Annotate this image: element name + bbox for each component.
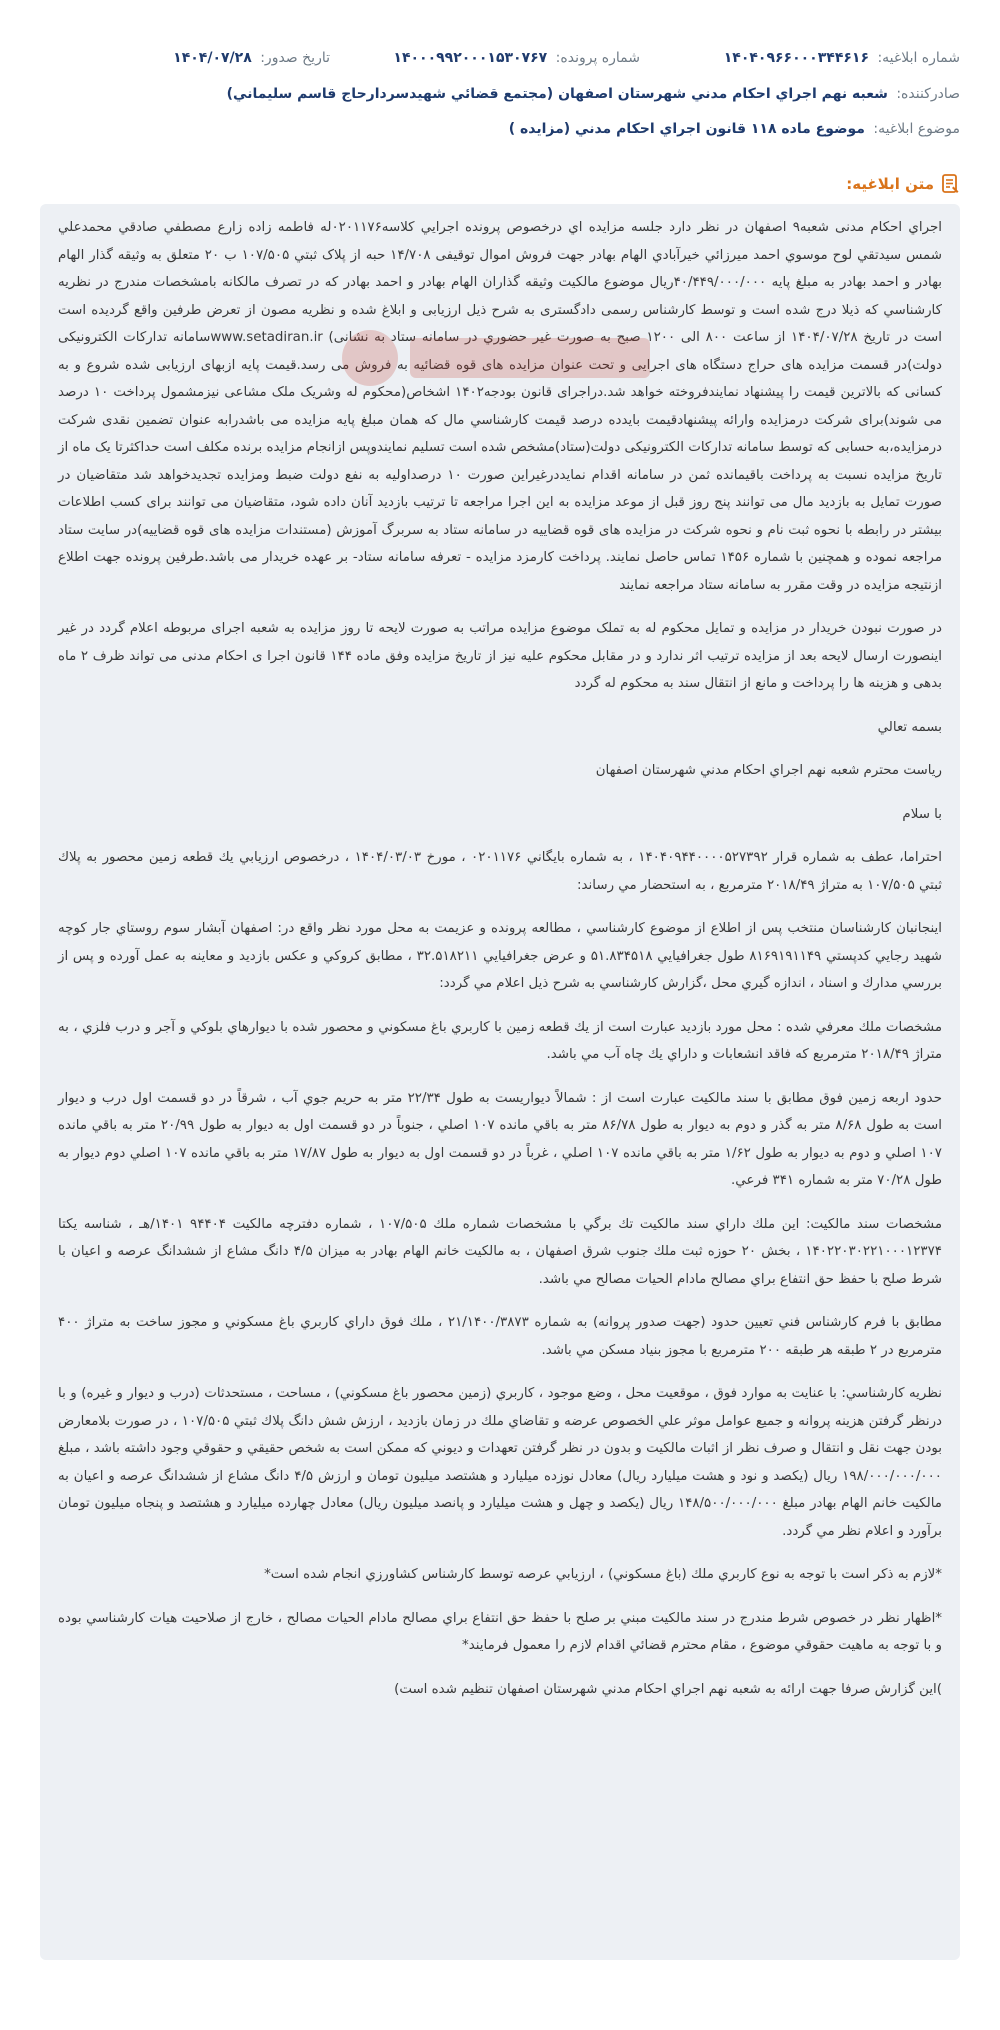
case-number-value: ۱۴۰۰۰۹۹۲۰۰۰۱۵۳۰۷۶۷ [393, 50, 548, 66]
document-icon [940, 173, 960, 195]
body-paragraph: احتراما، عطف به شماره قرار ۱۴۰۴۰۹۴۴۰۰۰۰۵۲۷۳۹۲ ، به شماره بايگاني ۰۲۰۱۱۷۶ ، مورخ ۱۴۰۴/۰۳/۰۳ ، درخصوص ارزيابي يك قطعه زمين محصور به پلاك ثبتي ۱۰۷/۵۰۵ به متراژ ۲۰۱۸/۴۹ مترمربع ، به استحضار مي رساند: [58, 850, 942, 893]
body-paragraph: )اين گزارش صرفا جهت ارائه به شعبه نهم اجراي احكام مدني شهرستان اصفهان تنظيم شده است) [394, 1681, 942, 1697]
body-paragraph: *لازم به ذكر است با توجه به نوع كاربري ملك (باغ مسكوني) ، ارزيابي عرصه توسط كارشناس كشاورزي انجام شده است* [264, 1567, 942, 1582]
body-paragraph: با سلام [902, 806, 942, 822]
issue-date-label: تاریخ صدور: [260, 50, 330, 66]
notice-text-title: متن ابلاغیه: [846, 175, 934, 193]
sender-value: شعبه نهم اجراي احكام مدني شهرستان اصفهان (مجتمع قضائي شهيدسردارحاج قاسم سليماني) [226, 86, 888, 102]
subject-value: موضوع ماده ۱۱۸ قانون اجراي احكام مدني (مزايده ) [508, 121, 865, 137]
notice-header [0, 0, 1000, 170]
notice-text-heading [846, 170, 960, 198]
notice-meta-row [40, 50, 960, 74]
sender-label: صادرکننده: [896, 86, 960, 102]
body-paragraph: مشخصات ملك معرفي شده : محل مورد بازديد عبارت است از يك قطعه زمين با كاربري باغ مسكوني و محصور شده با ديوارهاي بلوكي و آجر و درب فلزي ، به متراژ ۲۰۱۸/۴۹ مترمربع كه فاقد انشعابات و داراي يك چاه آب مي باشد. [58, 1019, 942, 1062]
notice-number-label: شماره ابلاغیه: [877, 50, 960, 66]
body-paragraph: نظريه كارشناسي: با عنايت به موارد فوق ، موقعيت محل ، وضع موجود ، كاربري (زمين محصور باغ مسكوني) ، مساحت ، مستحدثات (درب و ديوار و غيره) و با درنظر گرفتن هزينه پروانه و جميع عوامل موثر علي الخصوص عرضه و تقاضاي ملك در زمان بازديد ، ارزش شش دانگ پلاك ثبتي ۱۰۷/۵۰۵ ، در صورت بلامعارض بودن جهت نقل و انتقال و صرف نظر از اثبات مالكيت و بدون در نظر گرفتن تعهدات و ديوني كه ممكن است به شخص حقيقي و حقوقي وجود داشته باشد ، مبلغ ۱۹۸/۰۰۰/۰۰۰/۰۰۰ ريال (يكصد و نود و هشت ميليارد ريال) معادل نوزده ميليارد و هشتصد ميليون تومان و ارزش ۴/۵ دانگ مشاع از ششدانگ عرصه و اعيان به مالكيت خانم الهام بهادر مبلغ ۱۴۸/۵۰۰/۰۰۰/۰۰۰ ريال (يكصد و چهل و هشت ميليارد و پانصد ميليون ريال) معادل چهارده ميليارد و هشتصد و پنجاه ميليون تومان برآورد و اعلام نظر مي گردد. [58, 1386, 942, 1539]
subject-label: موضوع ابلاغیه: [873, 121, 960, 137]
notice-number-value: ۱۴۰۴۰۹۶۶۰۰۰۳۴۴۶۱۶ [723, 50, 869, 66]
body-paragraph: اجراي احكام مدنی شعبه۹ اصفهان در نظر دارد جلسه مزايده اي درخصوص پرونده اجرايي كلاسه۰۲۰۱۱۷۶له فاطمه زاده زارع مصطفي صادقي محمدعلي شمس سيدتقي لوح موسوي احمد ميرزائي خيرآبادي الهام بهادر جهت فروش اموال توقيفی ۱۴/۷۰۸ حبه از پلاک ثبتي ۱۰۷/۵۰۵ ب ۲۰ متعلق به وثيقه گذار الهام بهادر و احمد بهادر به مبلغ پايه ۴۰/۴۴۹/۰۰۰/۰۰۰ريال موضوع مالكيت وثيقه گذاران الهام بهادر و احمد بهادر كه در تصرف مالكانه بامشخصات مندرج در نظريه كارشناسي كه ذيلا درج شده است و توسط كارشناس رسمی دادگستری به شرح ذيل ارزيابی و ابلاغ شده و نظريه مصون از تعرض طرفين واقع گرديده است است در تاريخ ۱۴۰۴/۰۷/۲۸ از ساعت ۸۰۰ الی ۱۲۰۰ صبح به صورت غير حضوري در سامانه ستاد به نشانی) www.setadiran.irسامانه تدارکات الکترونیکی دولت)در قسمت مزايده های حراج دستگاه های اجرایی و تحت عنوان مزایده های قوه قضائیه به فروش می رسد.قيمت پايه ازبهای ارزيابی شده شروع و به كسانی كه بالاترين قيمت را پيشنهاد نمايندفروخته خواهد شد.دراجرای قانون بودجه۱۴۰۲ اشخاص(محكوم له وشريک ملک مشاعی نيزمشمول پرداخت ۱۰ درصد می شوند)برای شرکت درمزايده وارائه پيشنهادقيمت بايدده درصد قيمت كارشناسي مال که همان مبلغ پایه مزایده می باشدرابه عنوان تضمين نقدی شرکت درمزايده،به حسابی که توسط سامانه تدارکات الکترونيکی دولت(ستاد)مشخص شده است تسليم نمايندوپس ازانجام مزايده برنده مكلف است حداكثرتا یک ماه از تاریخ مزایده نسبت به پرداخت باقيمانده ثمن در سامانه اقدام نمايددرغيراين صورت ۱۰ درصداوليه به نفع دولت ضبط ومزايده تجديدخواهد شد متقاضيان در صورت تمايل به بازديد مال می توانند پنج روز قبل از موعد مزايده به اين اجرا مراجعه تا ترتيب بازديد آنان داده شود، متقاضیان می توانند برای کسب اطلاعات بيشتر در رابطه با نحوه ثبت نام و نحوه شرکت در مزایده های قوه قضاییه در سامانه ستاد به سربرگ آموزش (مستندات مزايده های قوه قضاييه)در سايت ستاد مراجعه نموده و همچنين با شماره ۱۴۵۶ تماس حاصل نمايند. پرداخت كارمزد مزايده - تعرفه سامانه ستاد- بر عهده خريدار می باشد.طرفین پرونده جهت اطلاع ازنتیجه مزایده در وقت مقرر به سامانه ستاد مراجعه نمایند [58, 220, 942, 593]
case-number-label: شماره پرونده: [555, 50, 640, 66]
issue-date [173, 50, 330, 66]
body-paragraph: در صورت نبودن خریدار در مزایده و تمایل محکوم له به تملک موضوع مزایده مراتب به صورت لایحه تا روز مزایده به شعبه اجرای مربوطه اعلام گردد در غیر اینصورت ارسال لایحه بعد از مزایده ترتیب اثر ندارد و در مقابل محکوم علیه نیز از تاریخ مزایده وفق ماده ۱۴۴ قانون اجرا ی احکام مدنی می تواند ظرف ۲ ماه بدهی و هزینه ها را پرداخت و مانع از انتقال سند به محکوم له گردد [58, 621, 942, 691]
body-paragraph: اينجانبان كارشناسان منتخب پس از اطلاع از موضوع كارشناسي ، مطالعه پرونده و عزيمت به محل مورد نظر واقع در: اصفهان آبشار سوم روستاي جار كوچه شهيد رجايي كدپستي ۸۱۶۹۱۹۱۱۴۹ طول جغرافيايي ۵۱.۸۳۴۵۱۸ و عرض جغرافيايي ۳۲.۵۱۸۲۱۱ ، مطابق كروكي و عكس بازديد و معاينه به عمل آورده و پس از بررسي مدارك و اسناد ، اندازه گيري محل ،گزارش كارشناسي به شرح ذيل اعلام مي گردد: [58, 921, 942, 991]
notice-body [40, 204, 960, 1960]
body-paragraph: مطابق با فرم كارشناس فني تعيين حدود (جهت صدور پروانه) به شماره ۲۱/۱۴۰۰/۳۸۷۳ ، ملك فوق داراي كاربري باغ مسكوني و مجوز ساخت به متراژ ۴۰۰ مترمربع در ۲ طبقه هر طبقه ۲۰۰ مترمربع با مجوز بنياد مسكن مي باشد. [58, 1315, 943, 1358]
body-paragraph: بسمه تعالي [877, 719, 942, 735]
body-paragraph: حدود اربعه زمين فوق مطابق با سند مالكيت عبارت است از : شمالاً ديواريست به طول ۲۲/۳۴ متر به حريم جوي آب ، شرقاً در دو قسمت اول درب و ديوار است به طول ۸/۶۸ متر به گذر و دوم به ديوار به طول ۸۶/۷۸ متر به باقي مانده ۱۰۷ اصلي ، جنوباً در دو قسمت اول به ديوار به طول ۲۰/۹۹ متر به باقي مانده ۱۰۷ اصلي و دوم به ديوار به طول ۱/۶۲ متر به باقي مانده ۱۰۷ اصلي ، غرباً در دو قسمت اول به ديوار به طول ۱۷/۸۷ متر به باقي مانده ۱۰۷ اصلي دوم ديوار به طول ۷۰/۲۸ متر به شماره ۳۴۱ فرعي. [58, 1090, 942, 1188]
body-paragraph: رياست محترم شعبه نهم اجراي احكام مدني شهرستان اصفهان [595, 763, 942, 778]
body-paragraph: مشخصات سند مالكيت: اين ملك داراي سند مالكيت تك برگي با مشخصات شماره ملك ۱۰۷/۵۰۵ ، شماره دفترچه مالكيت ۹۴۴۰۴ ۱۴۰۱/هـ ، شناسه يكتا ۱۴۰۲۲۰۳۰۲۲۱۰۰۰۱۲۳۷۴ ، بخش ۲۰ حوزه ثبت ملك جنوب شرق اصفهان ، به مالكيت خانم الهام بهادر به ميزان ۴/۵ دانگ مشاع از ششدانگ عرصه و اعيان با شرط صلح با حفظ حق انتفاع براي مصالح مادام الحيات مصالح مي باشد. [58, 1216, 942, 1287]
subject-row [40, 121, 960, 137]
body-paragraph: *اظهار نظر در خصوص شرط مندرج در سند مالكيت مبني بر صلح با حفظ حق انتفاع براي مصالح مادام الحيات مصالح ، خارج از صلاحيت هيات كارشناسي بوده و با توجه به ماهيت حقوقي موضوع ، مقام محترم قضائي اقدام لازم را معمول فرمايند* [58, 1610, 942, 1653]
notice-number [724, 50, 960, 66]
case-number [393, 50, 640, 66]
sender-row [40, 86, 960, 102]
issue-date-value: ۱۴۰۴/۰۷/۲۸ [173, 50, 252, 66]
